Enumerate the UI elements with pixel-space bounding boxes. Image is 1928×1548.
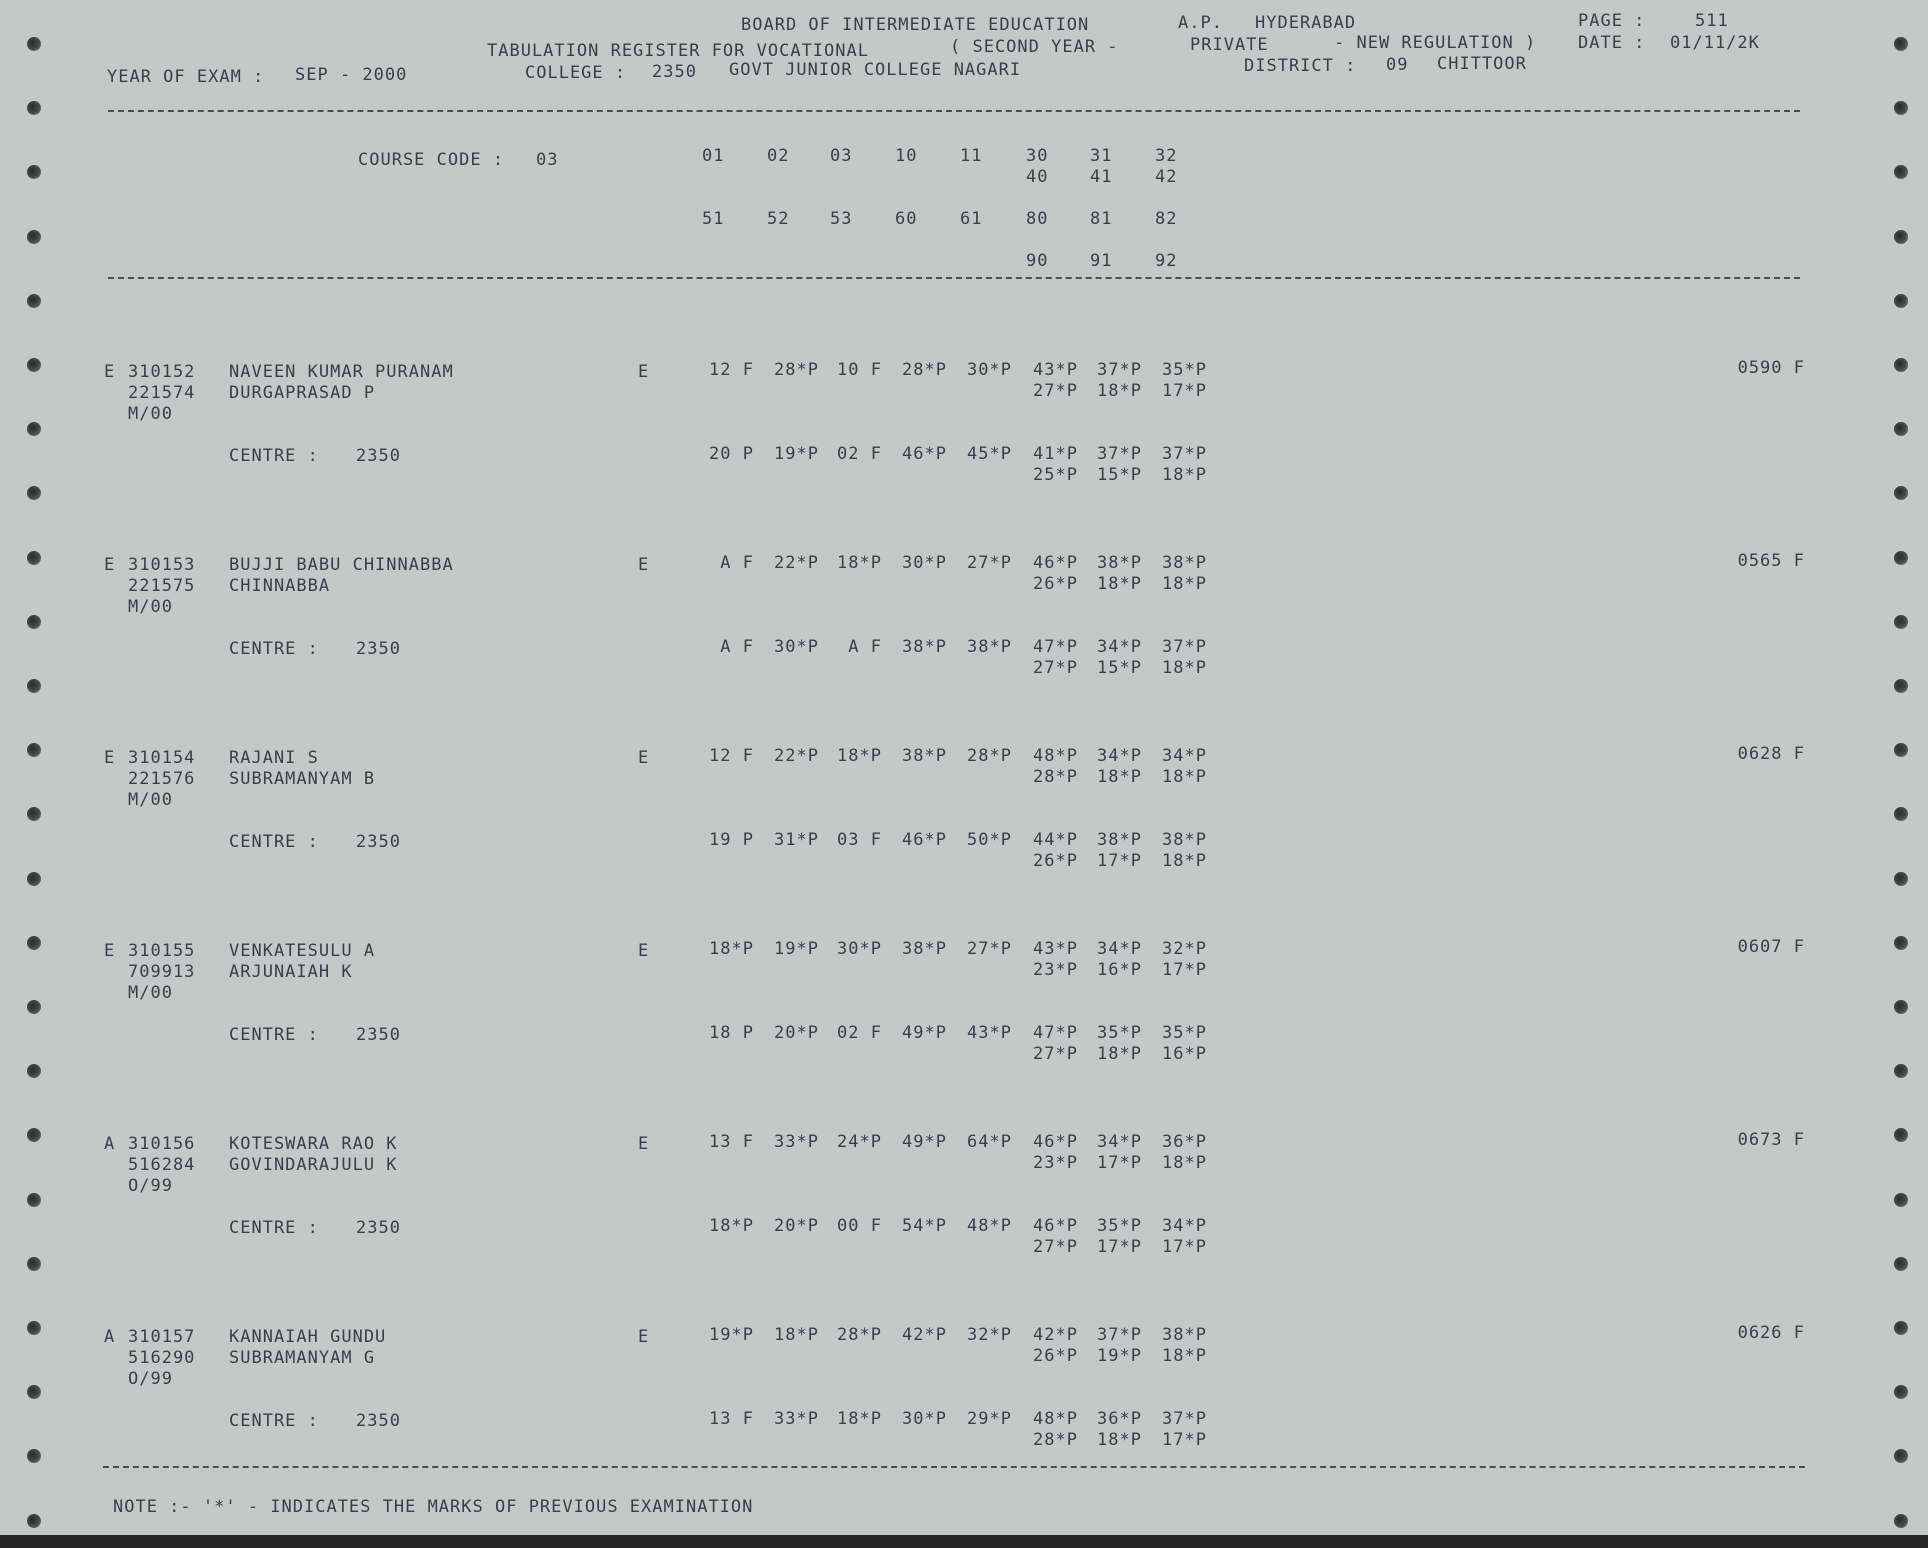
subject-mark: 38*P [1162,1325,1207,1345]
subject-mark: 34*P [1097,1132,1142,1152]
feed-hole [27,807,41,821]
subject-mark: 38*P [1097,830,1142,850]
feed-hole [1894,358,1908,372]
subject-mark: 35*P [1097,1023,1142,1043]
medium-code: E [638,748,650,768]
subject-mark: 00 F [837,1216,882,1236]
subject-mark: 18*P [1097,381,1142,401]
subject-mark: 10 F [837,360,882,380]
roll-number: 310157 [128,1327,196,1347]
total-result: 0673 F [1737,1130,1805,1150]
feed-hole [27,1385,41,1399]
city-name: HYDERABAD [1255,13,1357,33]
subject-mark: 24*P [837,1132,882,1152]
feed-hole [27,358,41,372]
subject-mark: 27*P [967,553,1012,573]
student-category: E [104,362,116,382]
subject-code-header: 61 [960,209,983,229]
feed-hole [27,1321,41,1335]
subject-mark: 38*P [902,637,947,657]
subject-mark: 18*P [774,1325,819,1345]
feed-hole [1894,679,1908,693]
student-name: RAJANI S [229,748,319,768]
feed-hole [1894,294,1908,308]
subject-mark: 16*P [1097,960,1142,980]
subject-mark: 03 F [837,830,882,850]
subject-code-header: 03 [830,146,853,166]
feed-hole [1894,1128,1908,1142]
feed-hole [27,101,41,115]
centre-code: 2350 [356,1218,401,1238]
subject-mark: 43*P [967,1023,1012,1043]
subject-mark: 18*P [1097,1044,1142,1064]
student-id: 221576 [128,769,196,789]
student-id: 221575 [128,576,196,596]
feed-hole [27,1000,41,1014]
subject-mark: 18*P [1162,465,1207,485]
centre-label: CENTRE : [229,446,319,466]
district-label: DISTRICT : [1244,56,1357,76]
subject-mark: 33*P [774,1132,819,1152]
subject-mark: 41*P [1033,444,1078,464]
subject-mark: 17*P [1162,1430,1207,1450]
college-code: 2350 [652,62,697,82]
feed-hole [1894,1449,1908,1463]
subject-mark: 25*P [1033,465,1078,485]
subject-code-header: 92 [1155,251,1178,271]
student-id: 516284 [128,1155,196,1175]
subject-mark: 38*P [1097,553,1142,573]
feed-hole [1894,165,1908,179]
student-id: 221574 [128,383,196,403]
subject-mark: 31*P [774,830,819,850]
subject-mark: 38*P [1162,553,1207,573]
feed-hole [27,37,41,51]
state-name: A.P. [1178,13,1223,33]
student-name: VENKATESULU A [229,941,376,961]
feed-hole [27,486,41,500]
student-name: NAVEEN KUMAR PURANAM [229,362,454,382]
subject-code-header: 11 [960,146,983,166]
student-category: A [104,1327,116,1347]
feed-hole [27,936,41,950]
subject-mark: 47*P [1033,1023,1078,1043]
subject-mark: 28*P [837,1325,882,1345]
subject-mark: 18 P [709,1023,754,1043]
subject-mark: 16*P [1162,1044,1207,1064]
medium-code: E [638,555,650,575]
subject-mark: 37*P [1097,444,1142,464]
feed-hole [1894,422,1908,436]
parent-name: CHINNABBA [229,576,331,596]
subject-mark: 48*P [967,1216,1012,1236]
subject-mark: 23*P [1033,1153,1078,1173]
page-number: 511 [1695,11,1729,31]
parent-name: DURGAPRASAD P [229,383,376,403]
subject-mark: 20*P [774,1216,819,1236]
subject-mark: 30*P [837,939,882,959]
subject-mark: 18*P [1097,767,1142,787]
college-name: GOVT JUNIOR COLLEGE NAGARI [729,60,1022,80]
subject-code-header: 53 [830,209,853,229]
header-rule [108,110,1800,112]
subject-mark: 38*P [902,939,947,959]
medium-code: E [638,941,650,961]
roll-number: 310154 [128,748,196,768]
subject-mark: 19*P [774,444,819,464]
feed-hole [27,743,41,757]
roll-number: 310153 [128,555,196,575]
centre-label: CENTRE : [229,1218,319,1238]
subject-mark: 18*P [1097,1430,1142,1450]
subject-mark: 47*P [1033,637,1078,657]
subject-mark: 18*P [709,1216,754,1236]
subject-mark: 19 P [709,830,754,850]
parent-name: GOVINDARAJULU K [229,1155,398,1175]
medium-code: E [638,1327,650,1347]
subject-mark: 18*P [1162,658,1207,678]
regulation: - NEW REGULATION ) [1334,33,1537,53]
subject-mark: 02 F [837,444,882,464]
subject-mark: A F [720,553,754,573]
subject-mark: 27*P [1033,1044,1078,1064]
subject-mark: 02 F [837,1023,882,1043]
subject-mark: 35*P [1097,1216,1142,1236]
subject-code-header: 82 [1155,209,1178,229]
subject-mark: 45*P [967,444,1012,464]
feed-hole [1894,37,1908,51]
feed-hole [27,230,41,244]
subject-mark: 37*P [1097,1325,1142,1345]
subject-code-header: 91 [1090,251,1113,271]
subject-code-header: 51 [702,209,725,229]
feed-hole [27,1193,41,1207]
feed-hole [1894,1321,1908,1335]
medium-code: E [638,1134,650,1154]
subject-mark: 28*P [1033,1430,1078,1450]
subject-mark: 17*P [1162,381,1207,401]
subject-mark: 46*P [902,830,947,850]
subject-mark: 28*P [902,360,947,380]
feed-hole [1894,743,1908,757]
total-result: 0626 F [1737,1323,1805,1343]
student-category: E [104,555,116,575]
subject-mark: 37*P [1162,444,1207,464]
parent-name: ARJUNAIAH K [229,962,353,982]
month-year: M/00 [128,597,173,617]
student-category: E [104,941,116,961]
subject-mark: 32*P [1162,939,1207,959]
exam-value: SEP - 2000 [295,65,408,85]
subject-mark: 12 F [709,746,754,766]
feed-hole [27,294,41,308]
exam-label: YEAR OF EXAM : [107,67,265,87]
subject-mark: 36*P [1162,1132,1207,1152]
subject-mark: 30*P [902,553,947,573]
subject-mark: 28*P [967,746,1012,766]
year-part: ( SECOND YEAR - [950,37,1119,57]
subject-mark: 54*P [902,1216,947,1236]
subject-mark: 18*P [1097,574,1142,594]
subject-mark: 28*P [1033,767,1078,787]
subject-mark: 30*P [774,637,819,657]
parent-name: SUBRAMANYAM G [229,1348,376,1368]
subject-mark: 18*P [837,746,882,766]
subject-mark: 29*P [967,1409,1012,1429]
subject-code-header: 41 [1090,167,1113,187]
footer-rule [103,1466,1805,1468]
month-year: O/99 [128,1369,173,1389]
subject-mark: 17*P [1162,960,1207,980]
roll-number: 310155 [128,941,196,961]
feed-hole [1894,486,1908,500]
subject-mark: A F [720,637,754,657]
column-rule [108,277,1800,279]
subject-mark: 34*P [1097,746,1142,766]
centre-label: CENTRE : [229,1025,319,1045]
district-name: CHITTOOR [1437,54,1527,74]
student-id: 709913 [128,962,196,982]
subject-mark: 46*P [1033,553,1078,573]
subject-mark: A F [848,637,882,657]
college-label: COLLEGE : [525,63,627,83]
feed-hole [27,165,41,179]
feed-hole [1894,1064,1908,1078]
subject-mark: 50*P [967,830,1012,850]
subject-mark: 18*P [837,553,882,573]
feed-hole [1894,872,1908,886]
subject-mark: 26*P [1033,851,1078,871]
subject-code-header: 02 [767,146,790,166]
subject-mark: 35*P [1162,360,1207,380]
centre-label: CENTRE : [229,1411,319,1431]
feed-hole [1894,551,1908,565]
subject-mark: 12 F [709,360,754,380]
subject-mark: 22*P [774,553,819,573]
footer-note: NOTE :- '*' - INDICATES THE MARKS OF PREVIOUS EXAMINATION [113,1497,754,1517]
subject-mark: 37*P [1162,1409,1207,1429]
feed-hole [27,615,41,629]
subject-mark: 37*P [1097,360,1142,380]
centre-code: 2350 [356,1025,401,1045]
subject-mark: 26*P [1033,574,1078,594]
feed-hole [27,1514,41,1528]
feed-hole [1894,1193,1908,1207]
subject-mark: 23*P [1033,960,1078,980]
student-category: A [104,1134,116,1154]
page-label: PAGE : [1578,11,1646,31]
subject-mark: 46*P [1033,1216,1078,1236]
feed-hole [1894,1514,1908,1528]
subject-mark: 18*P [709,939,754,959]
feed-hole [1894,101,1908,115]
roll-number: 310152 [128,362,196,382]
subject-code-header: 40 [1026,167,1049,187]
subject-mark: 48*P [1033,1409,1078,1429]
subject-mark: 49*P [902,1023,947,1043]
subject-mark: 36*P [1097,1409,1142,1429]
subject-mark: 22*P [774,746,819,766]
date-label: DATE : [1578,33,1646,53]
subject-mark: 15*P [1097,658,1142,678]
centre-code: 2350 [356,832,401,852]
feed-hole [1894,1000,1908,1014]
district-code: 09 [1386,55,1409,75]
subject-mark: 19*P [1097,1346,1142,1366]
subject-code-header: 10 [895,146,918,166]
subject-code-header: 42 [1155,167,1178,187]
feed-hole [1894,615,1908,629]
subject-mark: 38*P [967,637,1012,657]
total-result: 0628 F [1737,744,1805,764]
month-year: M/00 [128,790,173,810]
month-year: M/00 [128,404,173,424]
subject-code-header: 81 [1090,209,1113,229]
subject-mark: 17*P [1097,1153,1142,1173]
subject-mark: 19*P [709,1325,754,1345]
subject-mark: 13 F [709,1132,754,1152]
subject-mark: 27*P [1033,658,1078,678]
feed-hole [27,551,41,565]
centre-code: 2350 [356,1411,401,1431]
subject-mark: 43*P [1033,360,1078,380]
roll-number: 310156 [128,1134,196,1154]
total-result: 0607 F [1737,937,1805,957]
subject-mark: 43*P [1033,939,1078,959]
student-id: 516290 [128,1348,196,1368]
feed-hole [1894,1385,1908,1399]
subject-mark: 38*P [902,746,947,766]
subject-mark: 30*P [967,360,1012,380]
total-result: 0590 F [1737,358,1805,378]
subject-mark: 18*P [1162,1346,1207,1366]
subject-mark: 34*P [1097,939,1142,959]
subject-mark: 20 P [709,444,754,464]
subject-mark: 27*P [967,939,1012,959]
subject-mark: 42*P [1033,1325,1078,1345]
feed-hole [1894,230,1908,244]
feed-hole [1894,1257,1908,1271]
subject-code-header: 90 [1026,251,1049,271]
subject-mark: 18*P [837,1409,882,1429]
subject-mark: 18*P [1162,574,1207,594]
subject-mark: 13 F [709,1409,754,1429]
feed-hole [27,422,41,436]
centre-label: CENTRE : [229,639,319,659]
subject-mark: 26*P [1033,1346,1078,1366]
subject-mark: 18*P [1162,767,1207,787]
feed-hole [27,1449,41,1463]
subject-mark: 46*P [1033,1132,1078,1152]
subject-code-header: 80 [1026,209,1049,229]
subject-mark: 34*P [1162,1216,1207,1236]
subject-mark: 42*P [902,1325,947,1345]
month-year: M/00 [128,983,173,1003]
subject-mark: 27*P [1033,381,1078,401]
register-title: TABULATION REGISTER FOR VOCATIONAL [487,41,869,61]
medium-code: E [638,362,650,382]
course-code: 03 [536,150,559,170]
page-edge [0,1535,1928,1548]
subject-mark: 34*P [1162,746,1207,766]
category: PRIVATE [1190,35,1269,55]
subject-mark: 18*P [1162,1153,1207,1173]
date-value: 01/11/2K [1670,33,1760,53]
subject-mark: 20*P [774,1023,819,1043]
subject-mark: 46*P [902,444,947,464]
centre-label: CENTRE : [229,832,319,852]
student-name: KOTESWARA RAO K [229,1134,398,1154]
subject-mark: 17*P [1097,851,1142,871]
subject-mark: 34*P [1097,637,1142,657]
student-name: KANNAIAH GUNDU [229,1327,387,1347]
subject-mark: 44*P [1033,830,1078,850]
subject-code-header: 01 [702,146,725,166]
feed-hole [1894,936,1908,950]
subject-mark: 30*P [902,1409,947,1429]
subject-code-header: 31 [1090,146,1113,166]
subject-mark: 17*P [1162,1237,1207,1257]
centre-code: 2350 [356,639,401,659]
subject-mark: 37*P [1162,637,1207,657]
subject-mark: 17*P [1097,1237,1142,1257]
feed-hole [27,1128,41,1142]
feed-hole [27,679,41,693]
subject-mark: 18*P [1162,851,1207,871]
subject-mark: 64*P [967,1132,1012,1152]
subject-mark: 48*P [1033,746,1078,766]
subject-mark: 38*P [1162,830,1207,850]
subject-code-header: 60 [895,209,918,229]
board-title: BOARD OF INTERMEDIATE EDUCATION [741,15,1090,35]
subject-mark: 49*P [902,1132,947,1152]
course-code-label: COURSE CODE : [358,150,505,170]
total-result: 0565 F [1737,551,1805,571]
subject-mark: 33*P [774,1409,819,1429]
centre-code: 2350 [356,446,401,466]
month-year: O/99 [128,1176,173,1196]
parent-name: SUBRAMANYAM B [229,769,376,789]
subject-mark: 15*P [1097,465,1142,485]
subject-code-header: 30 [1026,146,1049,166]
subject-mark: 19*P [774,939,819,959]
feed-hole [1894,807,1908,821]
subject-mark: 28*P [774,360,819,380]
student-category: E [104,748,116,768]
subject-code-header: 52 [767,209,790,229]
student-name: BUJJI BABU CHINNABBA [229,555,454,575]
subject-mark: 32*P [967,1325,1012,1345]
feed-hole [27,1257,41,1271]
feed-hole [27,872,41,886]
subject-mark: 35*P [1162,1023,1207,1043]
subject-mark: 27*P [1033,1237,1078,1257]
feed-hole [27,1064,41,1078]
subject-code-header: 32 [1155,146,1178,166]
